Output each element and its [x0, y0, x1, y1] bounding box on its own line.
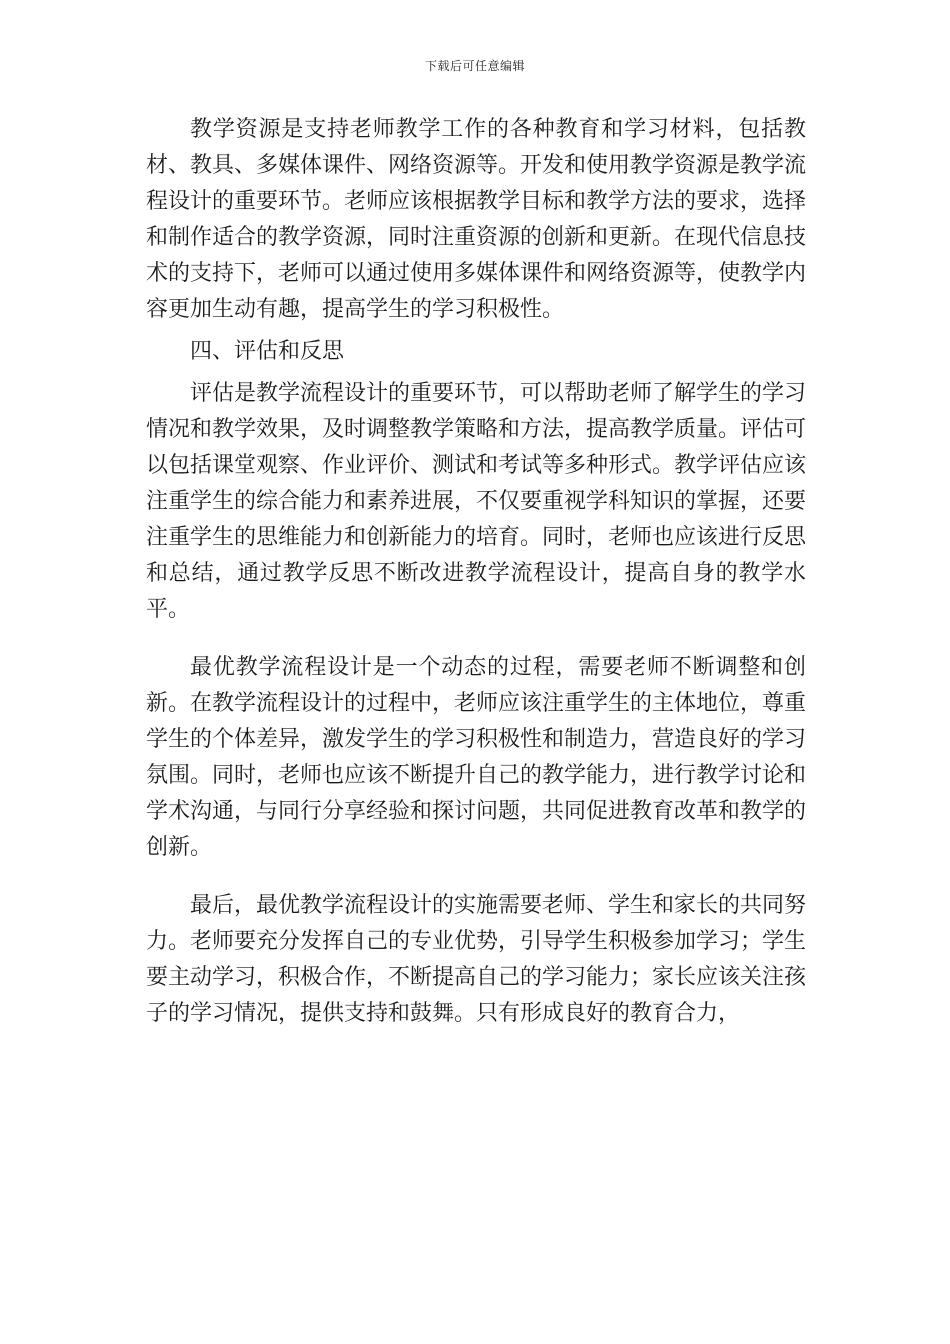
section-heading-evaluation: 四、评估和反思 — [190, 339, 345, 364]
paragraph-evaluation: 评估是教学流程设计的重要环节，可以帮助老师了解学生的学习情况和教学效果，及时调整教学策略和方法，提高教学质量。评估可以包括课堂观察、作业评价、测试和考试等多种形式。教学评估应该注重学生的综合能力和素养进展，不仅要重视学科知识的掌握，还要注重学生的思维能力和创新能力的培育。同时，老师也应该进行反思和总结，通过教学反思不断改进教学流程设计，提高自身的教学水平。 — [146, 381, 807, 622]
paragraph-teaching-resources: 教学资源是支持老师教学工作的各种教育和学习材料，包括教材、教具、多媒体课件、网络资源等。开发和使用教学资源是教学流程设计的重要环节。老师应该根据教学目标和教学方法的要求，选择和制作适合的教学资源，同时注重资源的创新和更新。在现代信息技术的支持下，老师可以通过使用多媒体课件和网络资源等，使教学内容更加生动有趣，提高学生的学习积极性。 — [146, 117, 807, 322]
paragraph-dynamic-process: 最优教学流程设计是一个动态的过程，需要老师不断调整和创新。在教学流程设计的过程中，老师应该注重学生的主体地位，尊重学生的个体差异，激发学生的学习积极性和制造力，营造良好的学习氛围。同时，老师也应该不断提升自己的教学能力，进行教学讨论和学术沟通，与同行分享经验和探讨问题，共同促进教育改革和教学的创新。 — [146, 655, 807, 860]
page-header: 下载后可任意编辑 — [424, 59, 525, 73]
document-body — [146, 112, 806, 1032]
paragraph-finally: 最后，最优教学流程设计的实施需要老师、学生和家长的共同努力。老师要充分发挥自己的专业优势，引导学生积极参加学习；学生要主动学习，积极合作，不断提高自己的学习能力；家长应该关注孩子的学习情况，提供支持和鼓舞。只有形成良好的教育合力， — [146, 893, 807, 1026]
